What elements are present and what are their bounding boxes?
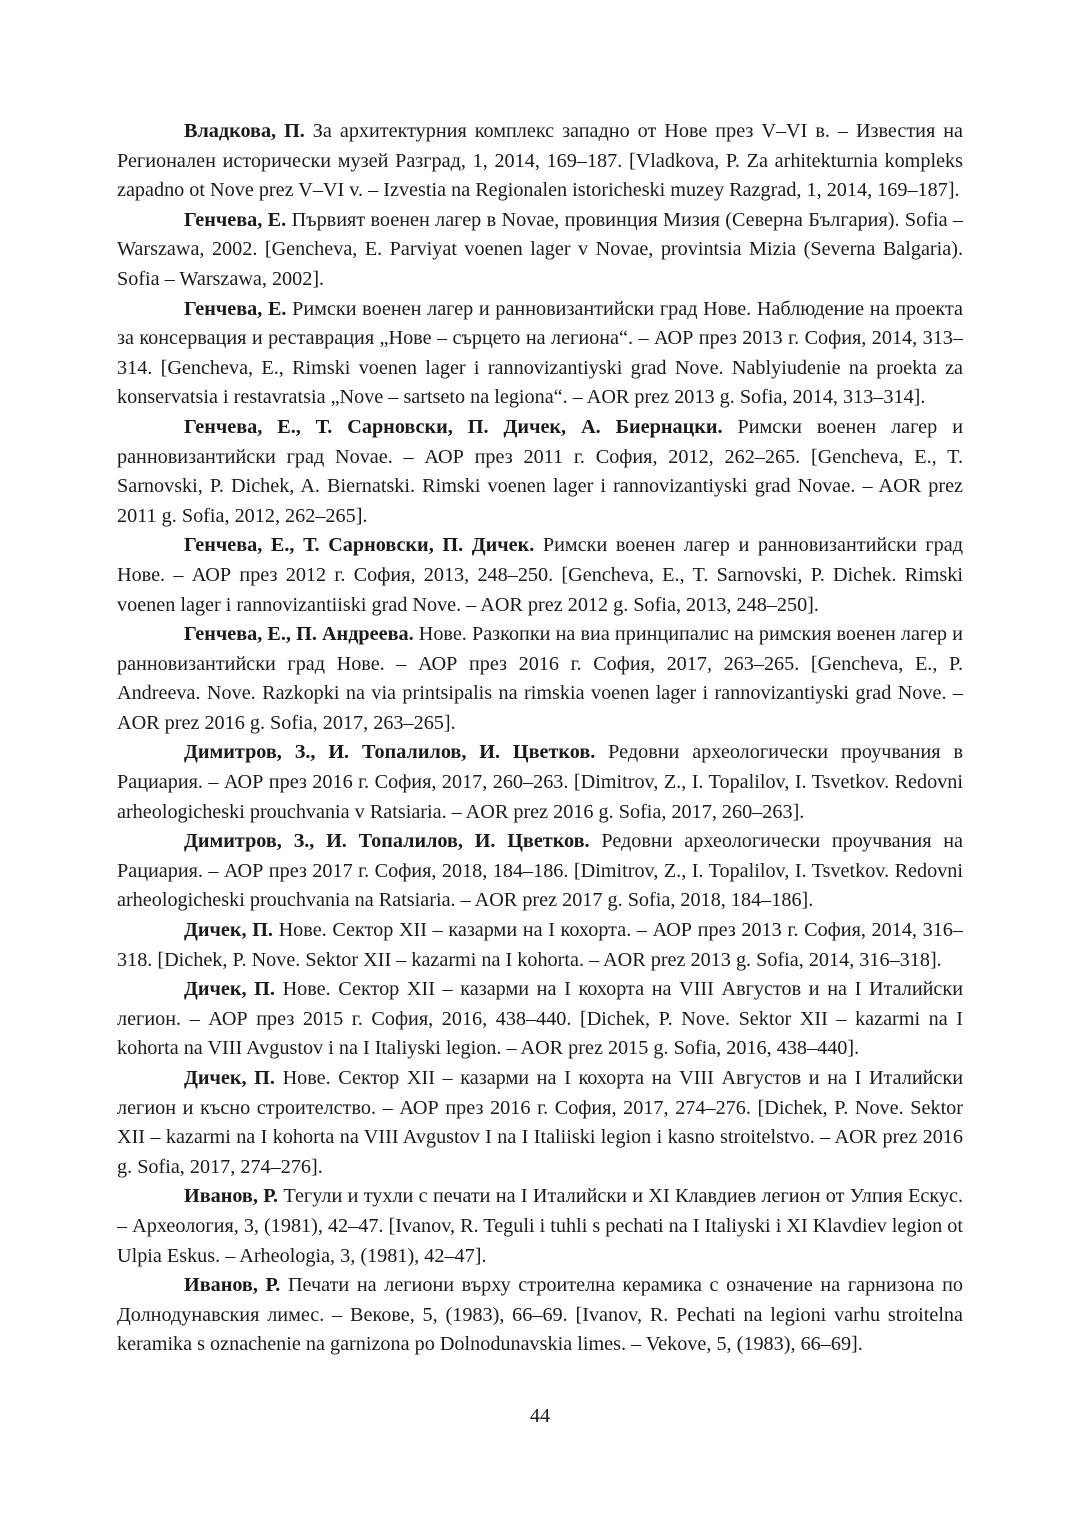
reference-author: Димитров, З., И. Топалилов, И. Цветков. <box>184 741 596 764</box>
reference-entry <box>117 1182 963 1271</box>
reference-author: Генчева, Е. <box>184 297 287 320</box>
reference-entry <box>117 531 963 620</box>
reference-entry <box>117 1064 963 1182</box>
reference-entry <box>117 117 963 206</box>
reference-text: Редовни археологически проучвания в Рациария. – АОР през 2016 г. София, 2017, 260–263. [Dimitrov, Z., I. Topalilov, I. Tsvetkov. Redovni arheologicheski prouchvania v Ratsiaria. – AOR prez 2016 g. Sofia, 2017, 260–263]. <box>117 741 964 823</box>
reference-author: Генчева, Е., Т. Сарновски, П. Дичек. <box>184 534 535 557</box>
reference-text: Нове. Сектор XII – казарми на I кохорта. – АОР през 2013 г. София, 2014, 316–318. [Dichek, P. Nove. Sektor XII – kazarmi na I kohorta. – AOR prez 2013 g. Sofia, 2014, 316–318]. <box>117 919 963 971</box>
reference-text: Редовни археологически проучвания на Рациария. – АОР през 2017 г. София, 2018, 184–186. [Dimitrov, Z., I. Topalilov, I. Tsvetkov. Redovni arheologicheski prouchvania na Ratsiaria. – AOR prez 2017 g. Sofia, 2018, 184–186]. <box>117 830 963 912</box>
reference-author: Владкова, П. <box>184 120 305 142</box>
reference-text: Римски военен лагер и ранновизантийски град Нове. Наблюдение на проекта за консервация и реставрация „Нове – сърцето на легиона“. – АОР през 2013 г. София, 2014, 313–314. [Gencheva, E., Rimski voenen lager i rannovizantiyski grad Nove. Nablyiudenie na proekta za konservatsia i restavratsia „Nove – sartseto na legiona“. – AOR prez 2013 g. Sofia, 2014, 313–314]. <box>117 297 963 409</box>
reference-text: Римски военен лагер и ранновизантийски град Нове. – АОР през 2012 г. София, 2013, 248–250. [Gencheva, E., T. Sarnovski, P. Dichek. Rimski voenen lager i rannovizantiiski grad Nove. – AOR prez 2012 g. Sofia, 2013, 248–250]. <box>117 534 963 616</box>
reference-author: Иванов, Р. <box>184 1274 281 1297</box>
page-number: 44 <box>529 1405 551 1427</box>
reference-list <box>117 117 963 1360</box>
reference-author: Дичек, П. <box>184 978 275 1001</box>
reference-text: Печати на легиони върху строителна керамика с означение на гарнизона по Долнодунавския лимес. – Векове, 5, (1983), 66–69. [Ivanov, R. Pechati na legioni varhu stroitelna keramika s oznachenie na garnizona po Dolnodunavskia limes. – Vekove, 5, (1983), 66–69]. <box>117 1274 963 1356</box>
reference-text: Тегули и тухли с печати на I Италийски и XI Клавдиев легион от Улпия Ескус. – Археология, 3, (1981), 42–47. [Ivanov, R. Teguli i tuhli s pechati na I Italiyski i XI Klavdiev legion ot Ulpia Eskus. – Arheologia, 3, (1981), 42–47]. <box>117 1185 963 1267</box>
reference-entry <box>117 413 963 531</box>
reference-text: Нове. Разкопки на виа принципалис на римския военен лагер и ранновизантийски град Нове. – АОР през 2016 г. София, 2017, 263–265. [Gencheva, E., P. Andreeva. Nove. Razkopki na via printsipalis na rimskia voenen lager i rannovizantiyski grad Nove. – AOR prez 2016 g. Sofia, 2017, 263–265]. <box>117 623 963 734</box>
reference-text: Римски военен лагер и ранновизантийски град Novae. – АОР през 2011 г. София, 2012, 262–265. [Gencheva, E., T. Sarnovski, P. Dichek, A. Biernatski. Rimski voenen lager i rannovizantiyski grad Novae. – AOR prez 2011 g. Sofia, 2012, 262–265]. <box>117 415 963 527</box>
reference-entry <box>117 620 963 738</box>
reference-author: Генчева, Е. <box>184 208 287 231</box>
reference-author: Дичек, П. <box>184 1067 275 1089</box>
reference-entry <box>117 975 963 1064</box>
reference-entry <box>117 206 963 295</box>
reference-entry <box>117 916 963 975</box>
reference-text: Първият военен лагер в Novae, провинция Мизия (Северна България). Sofia – Warszawa, 2002. [Gencheva, E. Parviyat voenen lager v Novae, provintsia Mizia (Severna Balgaria). Sofia – Warszawa, 2002]. <box>117 208 964 290</box>
reference-text: Нове. Сектор XII – казарми на I кохорта на VIII Августов и на I Италийски легион. – АОР през 2015 г. София, 2016, 438–440. [Dichek, P. Nove. Sektor XII – kazarmi na I kohorta na VIII Avgustov i na I Italiyski legion. – AOR prez 2015 g. Sofia, 2016, 438–440]. <box>117 978 964 1060</box>
reference-text: За архитектурния комплекс западно от Нове през V–VI в. – Известия на Регионален исторически музей Разград, 1, 2014, 169–187. [Vladkova, P. Za arhitekturnia kompleks zapadno ot Nove prez V–VI v. – Izvestia na Regionalen istoricheski muzey Razgrad, 1, 2014, 169–187]. <box>117 120 963 202</box>
reference-entry <box>117 738 963 827</box>
reference-entry <box>117 295 963 413</box>
reference-entry <box>117 827 963 916</box>
reference-author: Генчева, Е., Т. Сарновски, П. Дичек, А. Биернацки. <box>184 415 723 438</box>
reference-author: Генчева, Е., П. Андреева. <box>184 623 414 646</box>
reference-entry <box>117 1271 963 1360</box>
reference-author: Димитров, З., И. Топалилов, И. Цветков. <box>184 830 590 853</box>
reference-text: Нове. Сектор XII – казарми на I кохорта на VIII Августов и на I Италийски легион и късно строителство. – АОР през 2016 г. София, 2017, 274–276. [Dichek, P. Nove. Sektor XII – kazarmi na I kohorta na VIII Avgustov I na I Italiiski legion i kasno stroitelstvo. – AOR prez 2016 g. Sofia, 2017, 274–276]. <box>117 1067 964 1178</box>
reference-author: Дичек, П. <box>184 919 273 942</box>
reference-author: Иванов, Р. <box>184 1185 279 1208</box>
